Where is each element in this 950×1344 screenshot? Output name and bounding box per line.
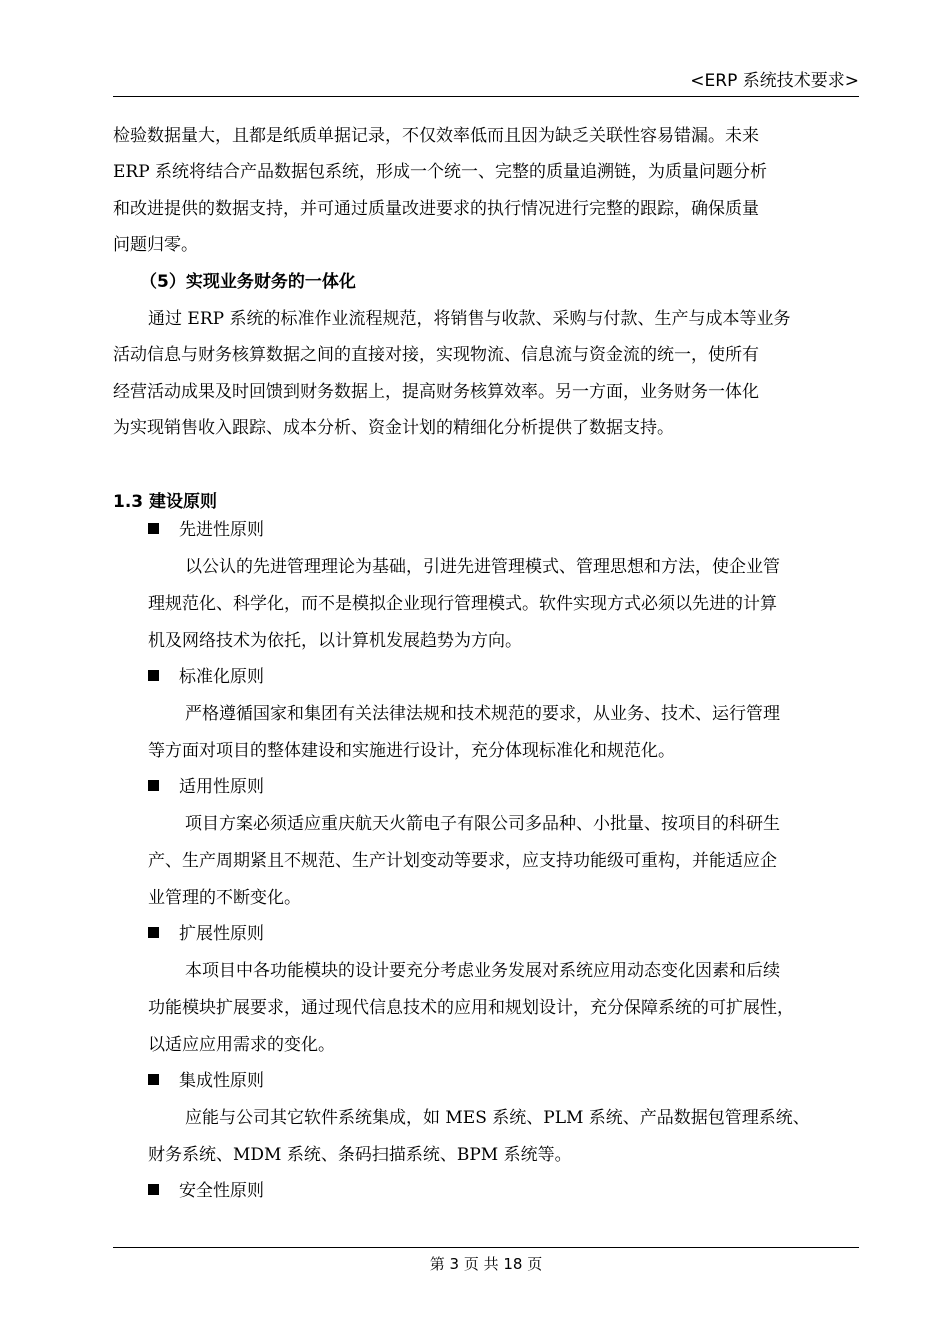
square-bullet-icon [148,670,159,681]
principle-line: 项目方案必须适应重庆航天火箭电子有限公司多品种、小批量、按项目的科研生 [185,814,780,834]
principle-line: 机及网络技术为依托，以计算机发展趋势为方向。 [148,631,522,651]
principle-line: 应能与公司其它软件系统集成，如 MES 系统、PLM 系统、产品数据包管理系统、 [185,1108,810,1128]
principle-title [148,1181,264,1201]
principle-title [148,520,264,540]
principle-line: 严格遵循国家和集团有关法律法规和技术规范的要求，从业务、技术、运行管理 [185,704,780,724]
principle-title-text: 扩展性原则 [179,924,264,944]
principle-line: 业管理的不断变化。 [148,888,301,908]
paragraph-line: 经营活动成果及时回馈到财务数据上，提高财务核算效率。另一方面，业务财务一体化 [113,382,759,402]
paragraph-line: 检验数据量大，且都是纸质单据记录，不仅效率低而且因为缺乏关联性容易错漏。未来 [113,126,759,146]
section-heading: 1.3 建设原则 [113,492,218,512]
paragraph-line: 通过 ERP 系统的标准作业流程规范，将销售与收款、采购与付款、生产与成本等业务 [148,309,791,329]
principle-title-text: 适用性原则 [179,777,264,797]
principle-line: 本项目中各功能模块的设计要充分考虑业务发展对系统应用动态变化因素和后续 [185,961,780,981]
principle-line: 以公认的先进管理理论为基础，引进先进管理模式、管理思想和方法，使企业管 [185,557,780,577]
principle-title [148,777,264,797]
principle-title-text: 标准化原则 [179,667,264,687]
footer-rule [113,1247,859,1248]
square-bullet-icon [148,523,159,534]
paragraph-line: 为实现销售收入跟踪、成本分析、资金计划的精细化分析提供了数据支持。 [113,418,674,438]
principle-title [148,1071,264,1091]
square-bullet-icon [148,1184,159,1195]
page-number: 第 3 页 共 18 页 [429,1255,543,1273]
square-bullet-icon [148,780,159,791]
subheading: （5）实现业务财务的一体化 [140,272,356,292]
principle-line: 等方面对项目的整体建设和实施进行设计，充分体现标准化和规范化。 [148,741,675,761]
square-bullet-icon [148,927,159,938]
paragraph-line: ERP 系统将结合产品数据包系统，形成一个统一、完整的质量追溯链，为质量问题分析 [113,162,768,182]
principle-title [148,667,264,687]
principle-title-text: 集成性原则 [179,1071,264,1091]
principle-line: 理规范化、科学化，而不是模拟企业现行管理模式。软件实现方式必须以先进的计算 [148,594,777,614]
principle-line: 以适应应用需求的变化。 [148,1035,335,1055]
principle-title [148,924,264,944]
principle-line: 产、生产周期紧且不规范、生产计划变动等要求，应支持功能级可重构，并能适应企 [148,851,777,871]
paragraph-line: 活动信息与财务核算数据之间的直接对接，实现物流、信息流与资金流的统一，使所有 [113,345,759,365]
paragraph-line: 问题归零。 [113,235,198,255]
paragraph-line: 和改进提供的数据支持，并可通过质量改进要求的执行情况进行完整的跟踪，确保质量 [113,199,759,219]
principle-title-text: 安全性原则 [179,1181,264,1201]
principle-title-text: 先进性原则 [179,520,264,540]
principle-line: 功能模块扩展要求，通过现代信息技术的应用和规划设计，充分保障系统的可扩展性， [148,998,794,1018]
principle-line: 财务系统、MDM 系统、条码扫描系统、BPM 系统等。 [148,1145,572,1165]
header-rule [113,96,859,97]
square-bullet-icon [148,1074,159,1085]
header-title: <ERP 系统技术要求> [690,71,859,91]
